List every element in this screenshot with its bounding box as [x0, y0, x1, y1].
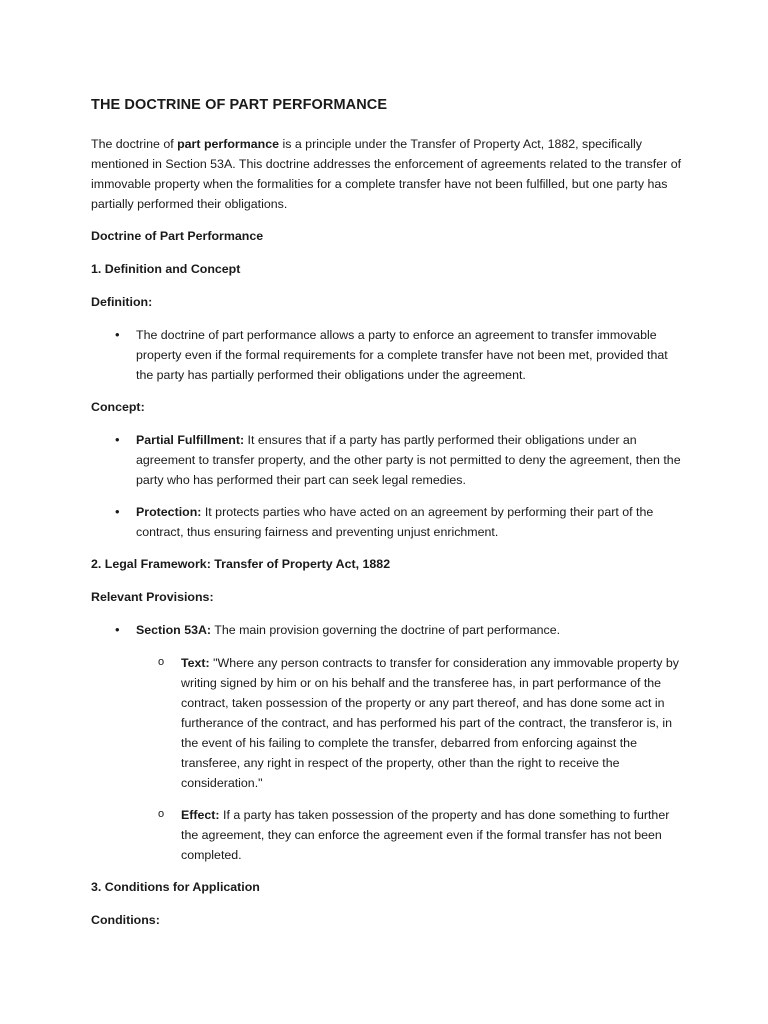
concept-term: Partial Fulfillment: [136, 433, 245, 447]
provision-sub-list [136, 653, 682, 865]
section3-heading: 3. Conditions for Application [91, 880, 260, 894]
bullet-circle-icon: o [158, 808, 165, 820]
sub-term: Effect: [181, 808, 220, 822]
concept-bullet-protection [115, 502, 682, 542]
section2-heading: 2. Legal Framework: Transfer of Property Act, 1882 [91, 557, 391, 571]
section1-heading: 1. Definition and Concept [91, 262, 241, 276]
definition-label: Definition: [91, 295, 153, 309]
provisions-list [91, 620, 682, 865]
concept-label: Concept: [91, 400, 145, 414]
concept-text: It protects parties who have acted on an agreement by performing their part of the contract, thus ensuring fairness and preventing unjust enrichment. [136, 505, 654, 539]
concept-bullet-partial-fulfillment [115, 430, 682, 490]
bullet-disc-icon: • [115, 622, 120, 637]
intro-text-after: is a principle under the Transfer of Property Act, 1882, specifically mentioned in Section 53A. This doctrine addresses the enforcement of agreements related to the transfer of immovable property when the formalities for a complete transfer have not been fulfilled, but one party has partially performed their obligations. [91, 137, 682, 211]
bullet-disc-icon: • [115, 504, 120, 519]
provision-sub-effect [158, 805, 682, 865]
sub-text: "Where any person contracts to transfer for consideration any immovable property by writing signed by him or on his behalf and the transferee has, in part performance of the contract, taken possession of the property or any part thereof, and has done some act in furtherance of the contract, and has performed his part of the contract, the transferor is, in the event of his failing to complete the transfer, debarred from enforcing against the transferee, any right in respect of the property, other than the right to receive the consideration." [181, 656, 679, 790]
concept-term: Protection: [136, 505, 202, 519]
provision-term: Section 53A: [136, 623, 212, 637]
definition-list [91, 325, 682, 385]
relevant-provisions-label: Relevant Provisions: [91, 590, 214, 604]
intro-paragraph [91, 134, 682, 214]
bullet-circle-icon: o [158, 656, 165, 668]
definition-bullet-text: The doctrine of part performance allows a party to enforce an agreement to transfer immovable property even if the formal requirements for a complete transfer have not been met, provided that the party has partially performed their obligations under the agreement. [136, 328, 668, 382]
doctrine-heading: Doctrine of Part Performance [91, 229, 264, 243]
intro-bold-term: part performance [177, 137, 280, 151]
sub-text: If a party has taken possession of the property and has done something to further the agreement, they can enforce the agreement even if the formal transfer has not been completed. [181, 808, 670, 862]
definition-bullet-item [115, 325, 682, 385]
concept-text: It ensures that if a party has partly performed their obligations under an agreement to transfer property, and the other party is not permitted to deny the agreement, then the party who has performed their part can seek legal remedies. [136, 433, 681, 487]
bullet-disc-icon: • [115, 327, 120, 342]
intro-text-before: The doctrine of [91, 137, 178, 151]
provision-text: The main provision governing the doctrine of part performance. [211, 623, 561, 637]
bullet-disc-icon: • [115, 432, 120, 447]
provision-section-53a [115, 620, 682, 865]
provision-sub-text [158, 653, 682, 793]
document-title: THE DOCTRINE OF PART PERFORMANCE [91, 97, 388, 113]
sub-term: Text: [181, 656, 210, 670]
conditions-label: Conditions: [91, 913, 160, 927]
concept-list [91, 430, 682, 542]
